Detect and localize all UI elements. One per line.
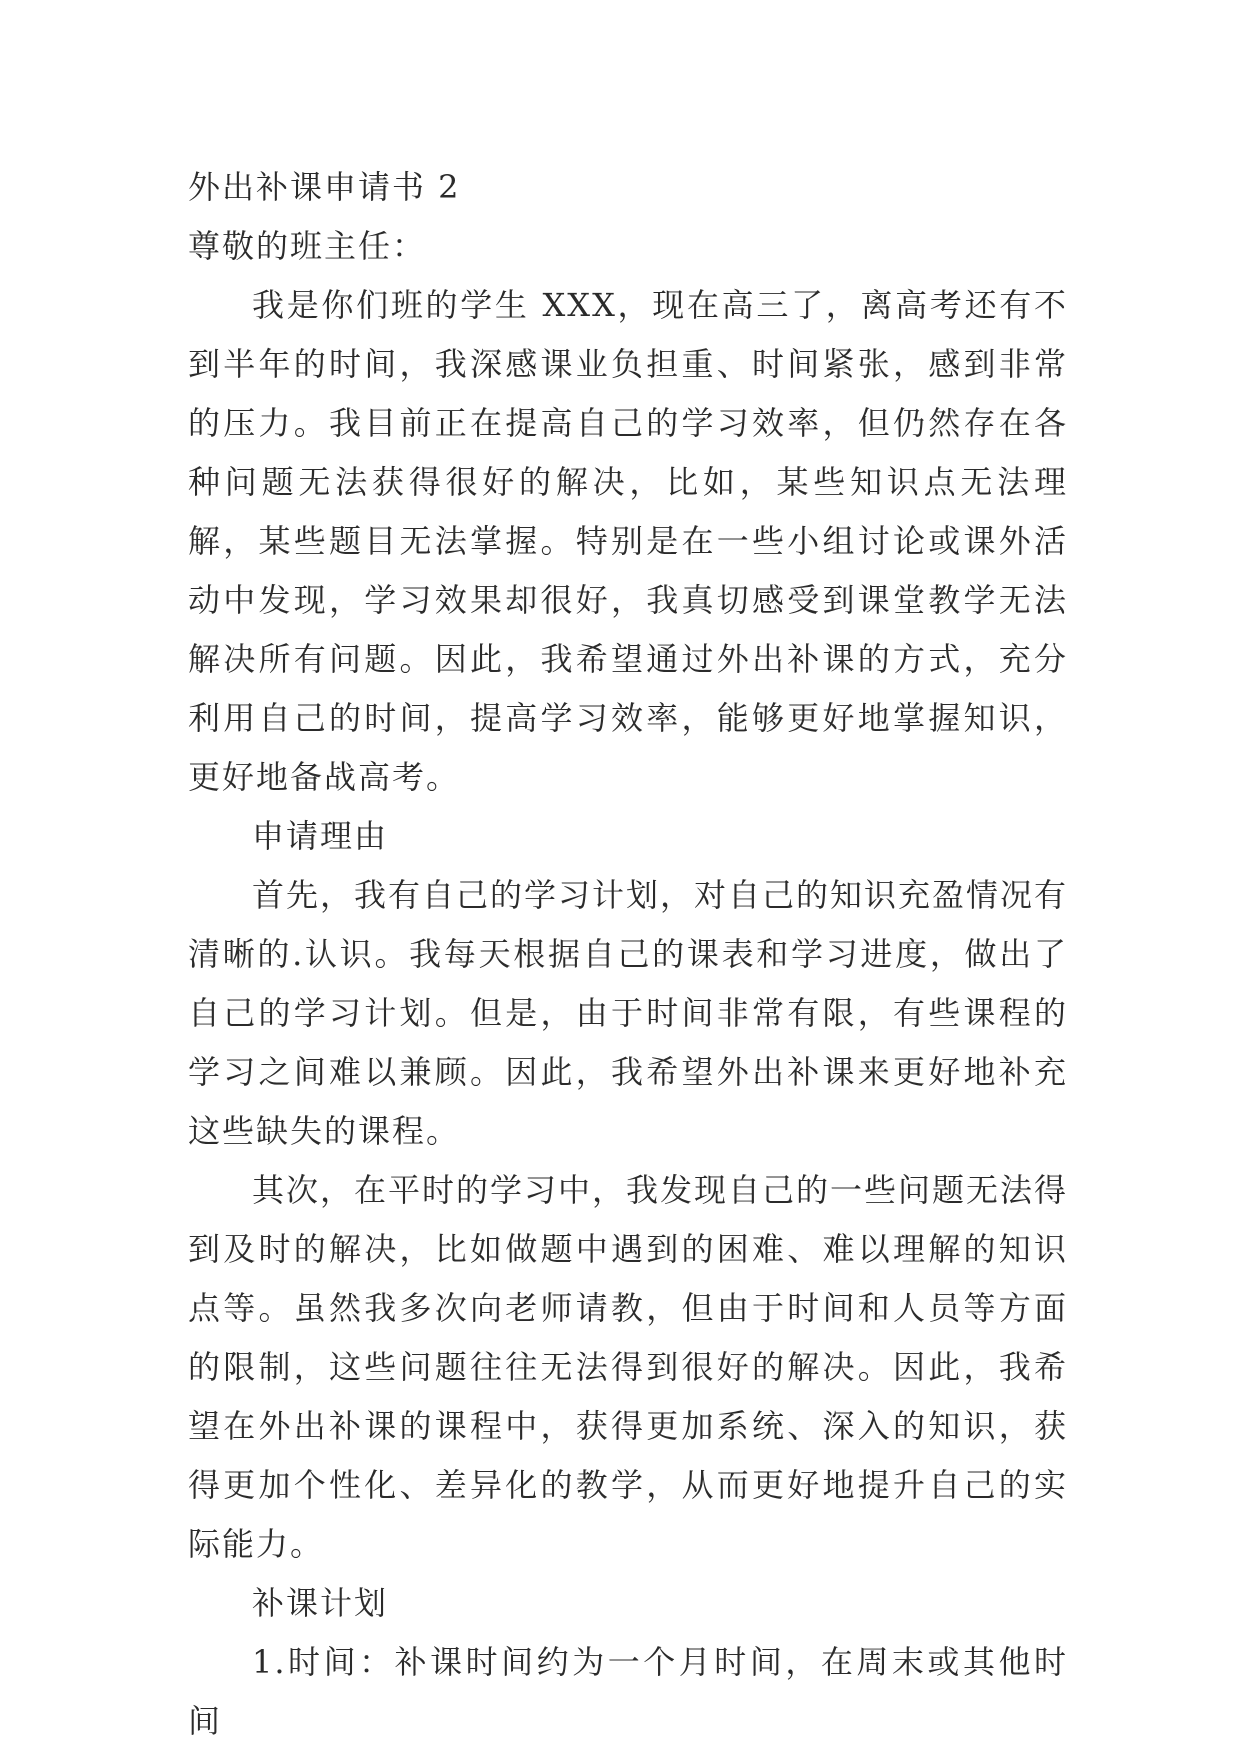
reason-paragraph-2: 其次，在平时的学习中，我发现自己的一些问题无法得到及时的解决，比如做题中遇到的困难、难以理解的知识点等。虽然我多次向老师请教，但由于时间和人员等方面的限制，这些问题往往无法得到很好的解决。因此，我希望在外出补课的课程中，获得更加系统、深入的知识，获得更加个性化、差异化的教学，从而更好地提升自己的实际能力。 (188, 1171, 1069, 1563)
plan-heading: 补课计划 (252, 1584, 389, 1622)
reason-paragraph-1: 首先，我有自己的学习计划，对自己的知识充盈情况有清晰的.认识。我每天根据自己的课表和学习进度，做出了自己的学习计划。但是，由于时间非常有限，有些课程的学习之间难以兼顾。因此，我希望外出补课来更好地补充这些缺失的课程。 (188, 876, 1069, 1150)
document-body (188, 158, 1068, 1751)
reason-heading: 申请理由 (252, 817, 389, 855)
salutation: 尊敬的班主任： (188, 227, 427, 265)
intro-paragraph: 我是你们班的学生 XXX，现在高三了，离高考还有不到半年的时间，我深感课业负担重、时间紧张，感到非常的压力。我目前正在提高自己的学习效率，但仍然存在各种问题无法获得很好的解决，比如，某些知识点无法理解，某些题目无法掌握。特别是在一些小组讨论或课外活动中发现，学习效果却很好，我真切感受到课堂教学无法解决所有问题。因此，我希望通过外出补课的方式，充分利用自己的时间，提高学习效率，能够更好地掌握知识，更好地备战高考。 (188, 286, 1068, 796)
plan-item-1: 1.时间：补课时间约为一个月时间，在周末或其他时间 (188, 1643, 1068, 1740)
document-title: 外出补课申请书 2 (188, 168, 461, 206)
